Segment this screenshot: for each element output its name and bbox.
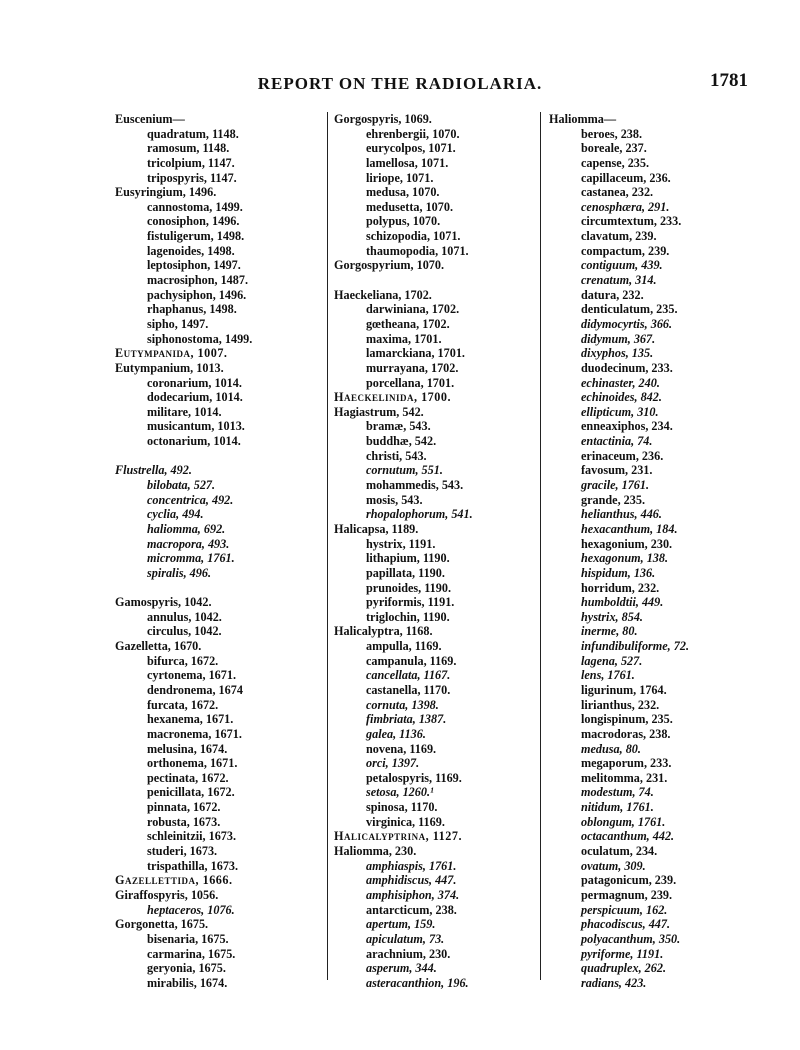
index-subentry: sipho, 1497. [147, 316, 209, 331]
index-subentry: macropora, 493. [147, 536, 230, 551]
index-entry: Eutympanida, 1007. [115, 346, 228, 361]
index-subentry: setosa, 1260.¹ [366, 785, 434, 800]
index-subentry: boreale, 237. [581, 141, 647, 156]
index-subentry: amphisiphon, 374. [366, 887, 460, 902]
index-subentry: dixyphos, 135. [581, 346, 654, 361]
index-subentry: longispinum, 235. [581, 712, 673, 727]
index-subentry: didymocyrtis, 366. [581, 316, 673, 331]
index-subentry: oculatum, 234. [581, 844, 658, 859]
index-subentry: bramæ, 543. [366, 419, 431, 434]
index-subentry: virginica, 1169. [366, 814, 445, 829]
index-subentry: pyriforme, 1191. [581, 946, 664, 961]
index-subentry: infundibuliforme, 72. [581, 639, 690, 654]
index-subentry: quadratum, 1148. [147, 126, 239, 141]
index-subentry: polyacanthum, 350. [581, 931, 681, 946]
index-subentry: pachysiphon, 1496. [147, 287, 247, 302]
index-subentry: helianthus, 446. [581, 507, 662, 522]
index-spacer [334, 273, 534, 288]
index-entry: Hagiastrum, 542. [334, 404, 424, 419]
index-subentry: oblongum, 1761. [581, 814, 666, 829]
index-subentry: macrosiphon, 1487. [147, 273, 249, 288]
index-subentry: furcata, 1672. [147, 697, 219, 712]
index-subentry: penicillata, 1672. [147, 785, 235, 800]
index-subentry: castanella, 1170. [366, 682, 451, 697]
index-subentry: carmarina, 1675. [147, 946, 236, 961]
index-entry: Euscenium— [115, 112, 185, 126]
index-entry: Halicalyptrina, 1127. [334, 829, 463, 844]
index-subentry: permagnum, 239. [581, 887, 673, 902]
running-header-title: REPORT ON THE RADIOLARIA. [257, 74, 543, 93]
index-subentry: capense, 235. [581, 155, 650, 170]
index-subentry: spiralis, 496. [147, 565, 211, 580]
index-subentry: lirianthus, 232. [581, 697, 660, 712]
index-subentry: ligurinum, 1764. [581, 682, 667, 697]
index-subentry: quadruplex, 262. [581, 961, 666, 976]
index-subentry: nitidum, 1761. [581, 800, 654, 815]
index-subentry: tripospyris, 1147. [147, 170, 237, 185]
index-subentry: orci, 1397. [366, 756, 420, 771]
index-subentry: circulus, 1042. [147, 624, 222, 639]
index-subentry: echinaster, 240. [581, 375, 660, 390]
index-subentry: polypus, 1070. [366, 214, 441, 229]
index-subentry: medusetta, 1070. [366, 199, 453, 214]
index-subentry: capillaceum, 236. [581, 170, 671, 185]
index-subentry: thaumopodia, 1071. [366, 243, 469, 258]
index-subentry: echinoides, 842. [581, 390, 662, 405]
index-subentry: heptaceros, 1076. [147, 902, 235, 917]
index-subentry: eurycolpos, 1071. [366, 141, 456, 156]
page-number: 1781 [710, 70, 748, 91]
index-subentry: lamarckiana, 1701. [366, 346, 465, 361]
index-entry: Halicapsa, 1189. [334, 521, 419, 536]
index-subentry: horridum, 232. [581, 580, 660, 595]
index-subentry: christi, 543. [366, 448, 427, 463]
index-subentry: spinosa, 1170. [366, 800, 438, 815]
index-subentry: dodecarium, 1014. [147, 390, 243, 405]
index-subentry: orthonema, 1671. [147, 756, 238, 771]
index-subentry: medusa, 80. [581, 741, 641, 756]
index-subentry: fistuligerum, 1498. [147, 229, 245, 244]
index-subentry: hexagonum, 138. [581, 551, 669, 566]
index-subentry: beroes, 238. [581, 126, 643, 141]
index-column-3 [549, 112, 749, 990]
index-subentry: studeri, 1673. [147, 844, 218, 859]
index-subentry: novena, 1169. [366, 741, 437, 756]
index-subentry: clavatum, 239. [581, 229, 657, 244]
index-subentry: triglochin, 1190. [366, 609, 450, 624]
index-subentry: bifurca, 1672. [147, 653, 219, 668]
index-subentry: didymum, 367. [581, 331, 656, 346]
index-subentry: apiculatum, 73. [366, 931, 445, 946]
index-subentry: lagenoides, 1498. [147, 243, 235, 258]
index-column-1 [115, 112, 325, 990]
index-subentry: cannostoma, 1499. [147, 199, 243, 214]
index-subentry: robusta, 1673. [147, 814, 221, 829]
index-entry: Gamospyris, 1042. [115, 595, 212, 610]
index-subentry: asperum, 344. [366, 961, 437, 976]
index-subentry: cenosphæra, 291. [581, 199, 670, 214]
index-subentry: pectinata, 1672. [147, 770, 229, 785]
index-spacer [115, 449, 325, 464]
index-subentry: lagena, 527. [581, 653, 643, 668]
index-subentry: cyclia, 494. [147, 507, 204, 522]
index-subentry: maxima, 1701. [366, 331, 442, 346]
index-subentry: ehrenbergii, 1070. [366, 126, 460, 141]
index-subentry: radians, 423. [581, 975, 647, 990]
index-subentry: antarcticum, 238. [366, 902, 457, 917]
index-subentry: hispidum, 136. [581, 565, 656, 580]
index-subentry: amphidiscus, 447. [366, 873, 457, 888]
index-subentry: lithapium, 1190. [366, 551, 450, 566]
index-subentry: pinnata, 1672. [147, 800, 221, 815]
index-subentry: amphiaspis, 1761. [366, 858, 457, 873]
index-subentry: hystrix, 1191. [366, 536, 436, 551]
index-subentry: favosum, 231. [581, 463, 653, 478]
index-entry: Gorgospyrium, 1070. [334, 258, 445, 273]
index-subentry: bisenaria, 1675. [147, 931, 229, 946]
index-subentry: ampulla, 1169. [366, 639, 442, 654]
index-subentry: fimbriata, 1387. [366, 712, 447, 727]
index-subentry: phacodiscus, 447. [581, 917, 671, 932]
index-subentry: octacanthum, 442. [581, 829, 675, 844]
index-subentry: arachnium, 230. [366, 946, 451, 961]
index-subentry: prunoides, 1190. [366, 580, 451, 595]
index-subentry: ramosum, 1148. [147, 141, 230, 156]
index-subentry: coronarium, 1014. [147, 375, 242, 390]
index-subentry: hexacanthum, 184. [581, 521, 678, 536]
index-entry: Gazellettida, 1666. [115, 873, 233, 888]
index-subentry: rhaphanus, 1498. [147, 302, 237, 317]
index-subentry: micromma, 1761. [147, 551, 235, 566]
index-subentry: patagonicum, 239. [581, 873, 677, 888]
index-subentry: medusa, 1070. [366, 185, 440, 200]
index-subentry: gracile, 1761. [581, 478, 650, 493]
index-subentry: macronema, 1671. [147, 726, 242, 741]
index-subentry: cornuta, 1398. [366, 697, 439, 712]
index-subentry: ellipticum, 310. [581, 404, 659, 419]
index-subentry: rhopalophorum, 541. [366, 507, 473, 522]
index-subentry: schizopodia, 1071. [366, 229, 461, 244]
index-subentry: octonarium, 1014. [147, 434, 241, 449]
index-subentry: mirabilis, 1674. [147, 975, 228, 990]
index-subentry: liriope, 1071. [366, 170, 434, 185]
index-subentry: hexagonium, 230. [581, 536, 673, 551]
index-subentry: leptosiphon, 1497. [147, 258, 241, 273]
index-entry: Haeckelinida, 1700. [334, 390, 452, 405]
index-entry: Eutympanium, 1013. [115, 360, 224, 375]
index-entry: Giraffospyris, 1056. [115, 887, 219, 902]
index-subentry: apertum, 159. [366, 917, 436, 932]
index-subentry: megaporum, 233. [581, 756, 672, 771]
index-subentry: porcellana, 1701. [366, 375, 455, 390]
index-entry: Haliomma— [549, 112, 617, 126]
index-subentry: hexanema, 1671. [147, 712, 234, 727]
index-subentry: melusina, 1674. [147, 741, 228, 756]
index-subentry: musicantum, 1013. [147, 419, 245, 434]
index-subentry: cancellata, 1167. [366, 668, 451, 683]
index-subentry: mosis, 543. [366, 492, 423, 507]
index-subentry: pyriformis, 1191. [366, 595, 455, 610]
index-subentry: inerme, 80. [581, 624, 638, 639]
index-subentry: lens, 1761. [581, 668, 635, 683]
index-entry: Gorgonetta, 1675. [115, 917, 209, 932]
index-subentry: gœtheana, 1702. [366, 316, 450, 331]
index-spacer [115, 581, 325, 596]
index-subentry: buddhæ, 542. [366, 434, 437, 449]
index-subentry: dendronema, 1674 [147, 682, 243, 697]
index-subentry: erinaceum, 236. [581, 448, 664, 463]
index-subentry: militare, 1014. [147, 404, 222, 419]
index-subentry: hystrix, 854. [581, 609, 643, 624]
index-subentry: macrodoras, 238. [581, 726, 671, 741]
column-divider-2 [540, 112, 541, 980]
index-subentry: murrayana, 1702. [366, 360, 459, 375]
index-entry: Haliomma, 230. [334, 844, 417, 859]
index-subentry: concentrica, 492. [147, 492, 234, 507]
index-subentry: trispathilla, 1673. [147, 858, 239, 873]
index-subentry: darwiniana, 1702. [366, 302, 460, 317]
index-subentry: schleinitzii, 1673. [147, 829, 237, 844]
index-subentry: geryonia, 1675. [147, 961, 226, 976]
index-column-2 [334, 112, 534, 990]
index-subentry: lamellosa, 1071. [366, 155, 449, 170]
index-subentry: asteracanthion, 196. [366, 975, 469, 990]
index-subentry: galea, 1136. [366, 726, 426, 741]
index-subentry: haliomma, 692. [147, 521, 226, 536]
index-entry: Gorgospyris, 1069. [334, 112, 432, 126]
index-subentry: grande, 235. [581, 492, 645, 507]
index-subentry: enneaxiphos, 234. [581, 419, 673, 434]
index-subentry: petalospyris, 1169. [366, 770, 462, 785]
index-subentry: mohammedis, 543. [366, 478, 464, 493]
index-subentry: tricolpium, 1147. [147, 155, 235, 170]
index-subentry: denticulatum, 235. [581, 302, 678, 317]
column-divider-1 [327, 112, 328, 980]
index-subentry: duodecinum, 233. [581, 360, 673, 375]
index-subentry: entactinia, 74. [581, 434, 653, 449]
index-subentry: circumtextum, 233. [581, 214, 682, 229]
index-entry: Halicalyptra, 1168. [334, 624, 433, 639]
index-subentry: cyrtonema, 1671. [147, 668, 237, 683]
index-subentry: humboldtii, 449. [581, 595, 664, 610]
index-subentry: papillata, 1190. [366, 565, 445, 580]
index-subentry: annulus, 1042. [147, 609, 222, 624]
index-subentry: modestum, 74. [581, 785, 654, 800]
index-subentry: conosiphon, 1496. [147, 214, 240, 229]
index-entry: Haeckeliana, 1702. [334, 287, 432, 302]
index-subentry: perspicuum, 162. [581, 902, 668, 917]
index-subentry: ovatum, 309. [581, 858, 646, 873]
index-subentry: campanula, 1169. [366, 653, 457, 668]
index-subentry: datura, 232. [581, 287, 644, 302]
index-subentry: cornutum, 551. [366, 463, 443, 478]
index-entry: Eusyringium, 1496. [115, 185, 217, 200]
index-subentry: castanea, 232. [581, 185, 654, 200]
index-subentry: melitomma, 231. [581, 770, 668, 785]
index-subentry: bilobata, 527. [147, 478, 216, 493]
index-subentry: compactum, 239. [581, 243, 670, 258]
index-entry: Flustrella, 492. [115, 463, 192, 478]
index-subentry: siphonostoma, 1499. [147, 331, 253, 346]
index-subentry: contiguum, 439. [581, 258, 663, 273]
index-entry: Gazelletta, 1670. [115, 639, 202, 654]
index-subentry: crenatum, 314. [581, 273, 657, 288]
